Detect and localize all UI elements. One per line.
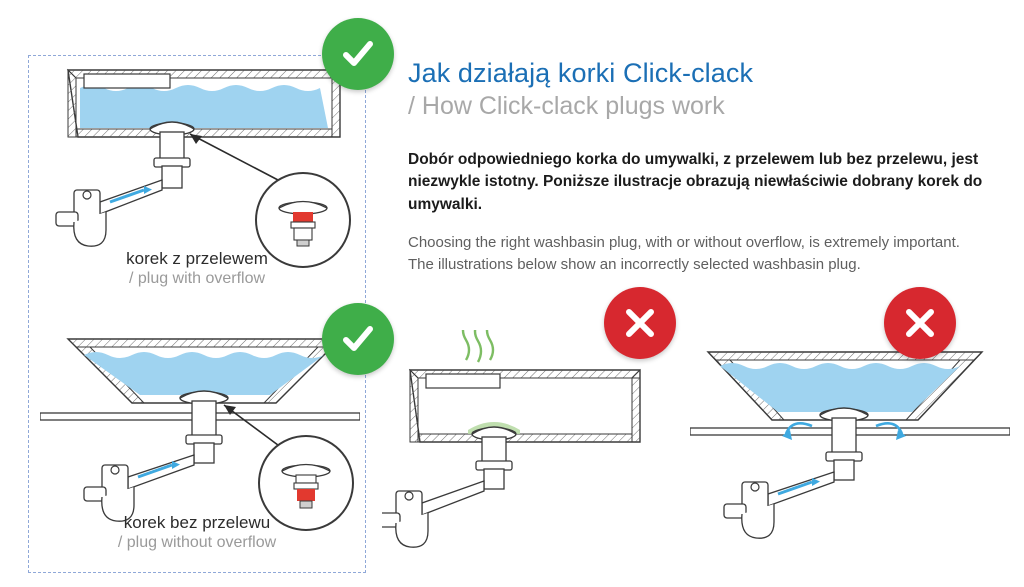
lead-paragraph-en: Choosing the right washbasin plug, with or without overflow, is extremely important. The illustrations below show an incorrectly selected washbasin plug.: [408, 234, 960, 274]
text-column: [408, 58, 1008, 276]
badge-wrong-center: [604, 287, 676, 359]
check-icon: [340, 321, 376, 357]
caption-pl-text: korek z przelewem: [126, 249, 268, 268]
check-icon: [340, 36, 376, 72]
caption-plug-with-overflow: [32, 248, 362, 289]
caption-plug-without-overflow: [32, 512, 362, 553]
lead-paragraph-pl: Dobór odpowiedniego korka do umywalki, z przelewem lub bez przelewu, jest niezwykle istotny. Poniższe ilustracje obrazują niewłaściwie dobrany korek do umywalki.: [408, 151, 983, 213]
badge-wrong-right: [884, 287, 956, 359]
caption-en-text: / plug with overflow: [128, 270, 266, 288]
page-title-pl: Jak działają korki Click-clack: [408, 58, 754, 88]
caption-pl-text: korek bez przelewu: [123, 513, 271, 532]
illustration-wrong-overflow-basin: [382, 330, 682, 580]
illustration-wrong-no-overflow-basin: [690, 330, 1010, 580]
caption-en-text: / plug without overflow: [117, 534, 277, 552]
cross-icon: [623, 306, 657, 340]
page-title-en: / How Click-clack plugs work: [408, 92, 725, 120]
cross-icon: [903, 306, 937, 340]
badge-correct-top: [322, 18, 394, 90]
